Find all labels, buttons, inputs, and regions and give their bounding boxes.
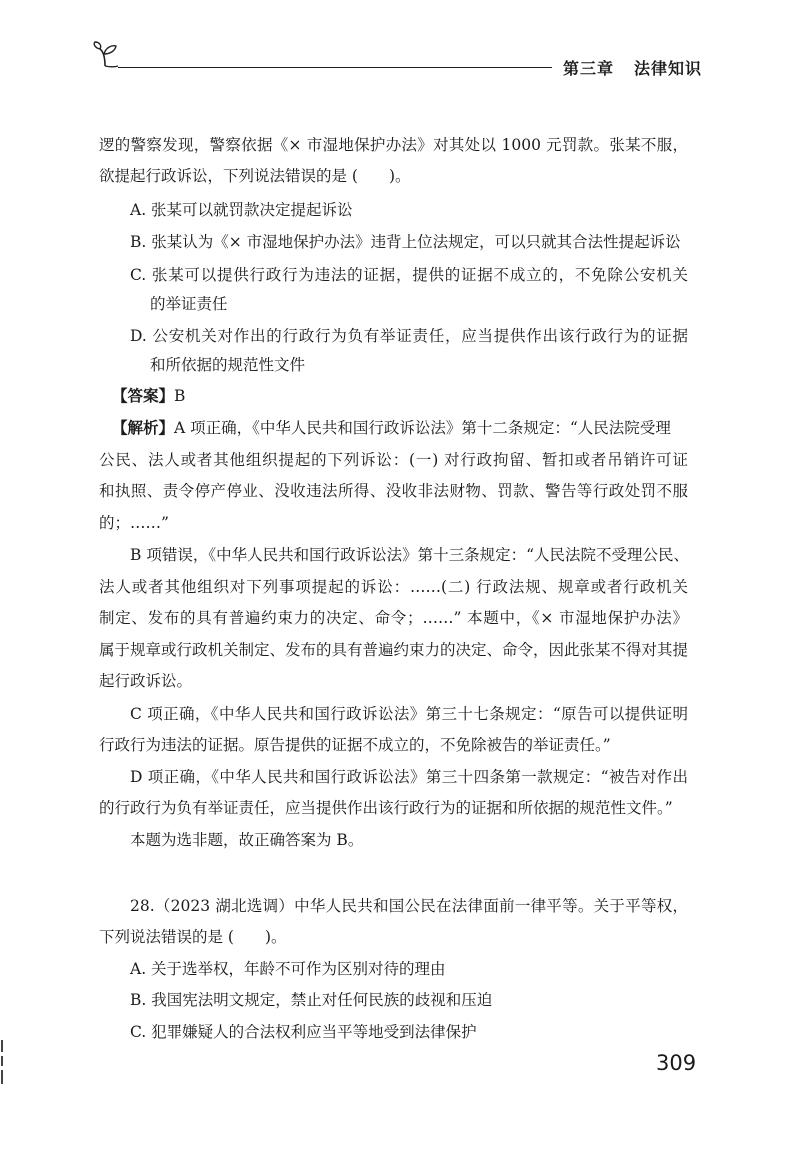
analysis-label: 【解析】 [112,418,175,437]
page-number: 309 [656,1051,697,1075]
q28-option-a: A. 关于选举权，年龄不可作为区别对待的理由 [130,960,446,978]
chapter-name: 法律知识 [634,59,703,78]
analysis-text: A 项正确，《中华人民共和国行政诉讼法》第十二条规定：“人民法院受理 [174,419,671,437]
answer-label: 【答案】 [112,386,175,405]
text-line: 公民、法人或者其他组织提起的下列诉讼：(一) 对行政拘留、暂扣或者吊销许可证 [99,451,688,469]
option-d: D. 公安机关对作出的行政行为负有举证责任，应当提供作出该行政行为的证据 [130,327,688,345]
text-line: 法人或者其他组织对下列事项提起的诉讼：……(二) 行政法规、规章或者行政机关 [99,578,688,596]
question-28: 28.（2023 湖北选调）中华人民共和国公民在法律面前一律平等。关于平等权， [130,897,688,915]
option-a: A. 张某可以就罚款决定提起诉讼 [130,201,353,219]
option-c-continued: 的举证责任 [150,295,228,313]
text-line: D 项正确，《中华人民共和国行政诉讼法》第三十四条第一款规定：“被告对作出 [130,768,688,786]
text-line: 的行政行为负有举证责任，应当提供作出该行政行为的证据和所依据的规范性文件。” [99,799,673,817]
sprout-icon [92,40,122,70]
answer-value: B [174,387,186,405]
q28-option-c: C. 犯罪嫌疑人的合法权利应当平等地受到法律保护 [130,1023,477,1041]
text-line: 属于规章或行政机关制定、发布的具有普遍约束力的决定、命令，因此张某不得对其提 [99,641,689,659]
text-line: 制定、发布的具有普遍约束力的决定、命令；……” 本题中，《× 市湿地保护办法》 [99,609,688,627]
chapter-title [563,56,702,79]
analysis-line [112,418,688,438]
option-b: B. 张某认为《× 市湿地保护办法》违背上位法规定，可以只就其合法性提起诉讼 [130,233,681,251]
text-line: C 项正确，《中华人民共和国行政诉讼法》第三十七条规定：“原告可以提供证明 [130,705,688,723]
chapter-number: 第三章 [563,59,615,78]
header-rule [118,67,552,68]
text-line: 行政行为违法的证据。原告提供的证据不成立的，不免除被告的举证责任。” [99,736,611,754]
option-d-continued: 和所依据的规范性文件 [150,356,306,374]
binding-marks [0,1040,8,1090]
text-line: 的；……” [99,514,169,532]
option-c: C. 张某可以提供行政行为违法的证据，提供的证据不成立的，不免除公安机关 [130,266,688,284]
answer-line [112,386,185,406]
question-28-continued: 下列说法错误的是 ( )。 [99,928,287,946]
text-line: 和执照、责令停产停业、没收违法所得、没收非法财物、罚款、警告等行政处罚不服 [99,482,688,500]
text-line: B 项错误，《中华人民共和国行政诉讼法》第十三条规定：“人民法院不受理公民、 [130,546,689,564]
text-line: 欲提起行政诉讼，下列说法错误的是 ( )。 [99,167,411,185]
conclusion-line: 本题为选非题，故正确答案为 B。 [130,831,364,849]
text-line: 逻的警察发现，警察依据《× 市湿地保护办法》对其处以 1000 元罚款。张某不服， [99,136,688,154]
q28-option-b: B. 我国宪法明文规定，禁止对任何民族的歧视和压迫 [130,991,493,1009]
text-line: 起行政诉讼。 [99,672,193,690]
running-header [0,0,800,90]
